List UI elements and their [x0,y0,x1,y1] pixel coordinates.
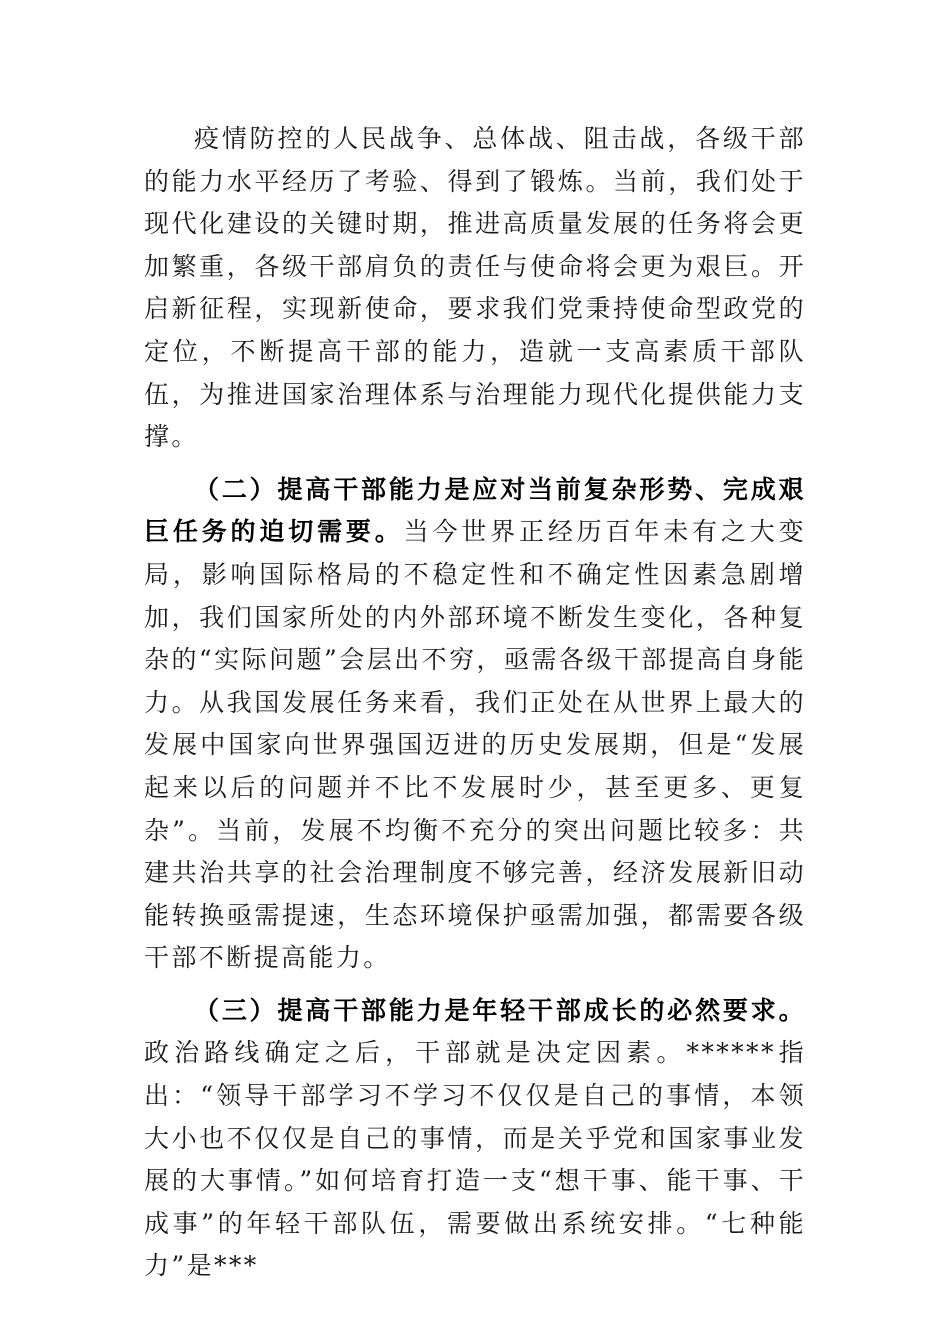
document-page [144,118,806,1288]
paragraph-body: 政治路线确定之后，干部就是决定因素。******指出：“领导干部学习不学习不仅仅是自己的事情，本领大小也不仅仅是自己的事情，而是关乎党和国家事业发展的大事情。”如何培育打造一支“想干事、能干事、干成事”的年轻干部队伍，需要做出系统安排。“七种能力”是*** [144,1038,806,1281]
paragraph-section-3 [144,990,806,1288]
paragraph-section-2 [144,469,806,980]
paragraph-intro [144,118,806,459]
section-heading: （二）提高干部能力是应对当前复杂形势、完成艰巨任务的迫切需要。 [144,474,806,547]
paragraph-body: 疫情防控的人民战争、总体战、阻击战，各级干部的能力水平经历了考验、得到了锻炼。当前，我们处于现代化建设的关键时期，推进高质量发展的任务将会更加繁重，各级干部肩负的责任与使命将会更为艰巨。开启新征程，实现新使命，要求我们党秉持使命型政党的定位，不断提高干部的能力，造就一支高素质干部队伍，为推进国家治理体系与治理能力现代化提供能力支撑。 [144,124,806,452]
paragraph-body: 当今世界正经历百年未有之大变局，影响国际格局的不稳定性和不确定性因素急剧增加，我们国家所处的内外部环境不断发生变化，各种复杂的“实际问题”会层出不穷，亟需各级干部提高自身能力。从我国发展任务来看，我们正处在从世界上最大的发展中国家向世界强国迈进的历史发展期，但是“发展起来以后的问题并不比不发展时少，甚至更多、更复杂”。当前，发展不均衡不充分的突出问题比较多：共建共治共享的社会治理制度不够完善，经济发展新旧动能转换亟需提速，生态环境保护亟需加强，都需要各级干部不断提高能力。 [144,517,806,973]
section-heading: （三）提高干部能力是年轻干部成长的必然要求。 [194,995,806,1025]
